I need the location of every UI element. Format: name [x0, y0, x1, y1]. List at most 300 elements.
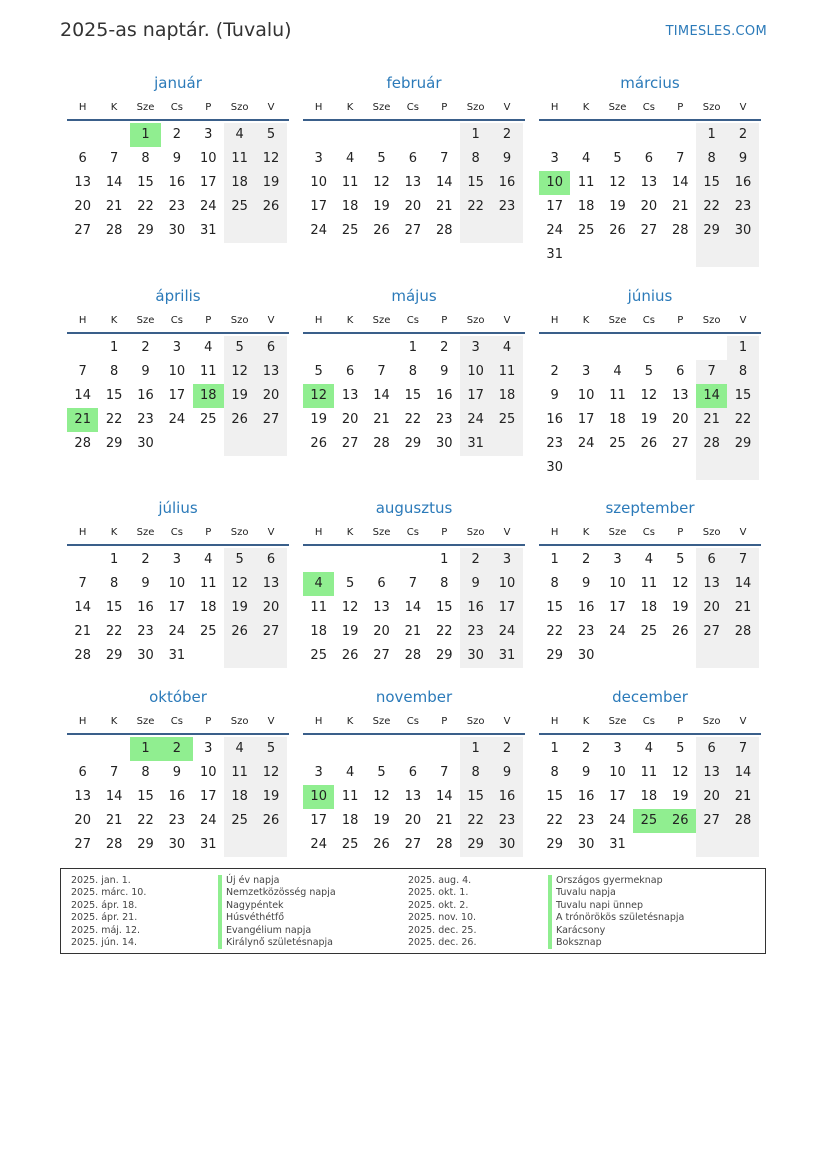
day-cell: 6	[696, 548, 727, 572]
day-cell: 25	[609, 436, 626, 451]
day-cell: 11	[341, 175, 359, 190]
day-cell: 21	[404, 624, 422, 639]
day-cell: 14	[696, 384, 727, 408]
month-title: október	[149, 688, 207, 706]
day-cell: 9	[172, 151, 181, 166]
day-cell: 7	[78, 576, 87, 591]
day-cell: 23	[435, 412, 453, 427]
weekday-label: Sze	[372, 716, 391, 727]
day-cell: 17	[168, 600, 186, 615]
day-cell: 3	[314, 151, 323, 166]
day-cell: 14	[435, 175, 453, 190]
day-cell: 25	[224, 195, 255, 219]
day-cell: 30	[435, 436, 453, 451]
legend-date: 2025. márc. 10.	[71, 887, 147, 899]
day-cell: 2	[440, 340, 449, 355]
empty-cell	[67, 548, 98, 572]
day-cell: 3	[613, 552, 622, 567]
empty-cell	[633, 456, 664, 480]
day-cell: 10	[168, 576, 186, 591]
month-title: március	[620, 74, 680, 92]
month-title: november	[375, 688, 453, 706]
days-grid	[539, 548, 761, 668]
day-cell: 29	[137, 223, 154, 238]
day-cell: 15	[546, 789, 563, 804]
day-cell: 2	[460, 548, 491, 572]
day-cell: 2	[581, 552, 591, 567]
day-cell: 1	[550, 552, 559, 567]
day-cell: 8	[408, 364, 417, 379]
day-cell: 14	[404, 600, 422, 615]
empty-cell	[696, 456, 727, 480]
day-cell: 7	[408, 576, 417, 591]
weekday-label: H	[550, 716, 559, 727]
empty-cell	[696, 644, 727, 668]
weekday-label: Cs	[170, 527, 183, 538]
empty-cell	[224, 219, 255, 243]
empty-cell	[665, 336, 696, 360]
day-cell: 14	[727, 572, 758, 596]
day-cell: 26	[373, 223, 390, 238]
empty-cell	[665, 243, 696, 267]
day-cell: 26	[310, 436, 327, 451]
weekday-label: P	[677, 315, 684, 326]
legend-date: 2025. nov. 10.	[408, 912, 477, 924]
day-cell: 31	[546, 247, 563, 262]
day-cell: 30	[168, 837, 186, 852]
weekday-label: Sze	[136, 315, 155, 326]
days-grid	[539, 737, 761, 857]
day-cell: 22	[435, 624, 453, 639]
empty-cell	[303, 336, 334, 360]
day-cell: 9	[491, 147, 522, 171]
day-cell: 12	[255, 147, 286, 171]
empty-cell	[633, 123, 664, 147]
day-cell: 22	[546, 624, 563, 639]
day-cell: 28	[696, 432, 727, 456]
day-cell: 24	[199, 813, 217, 828]
day-cell: 13	[404, 789, 422, 804]
day-cell: 14	[727, 761, 758, 785]
day-cell: 5	[224, 336, 255, 360]
day-cell: 5	[644, 364, 653, 379]
day-cell: 22	[727, 408, 758, 432]
day-cell: 27	[255, 408, 286, 432]
day-cell: 5	[377, 765, 386, 780]
month-9	[539, 498, 761, 668]
day-cell: 25	[341, 837, 359, 852]
day-cell: 8	[727, 360, 758, 384]
day-cell: 6	[78, 765, 87, 780]
empty-cell	[255, 432, 286, 456]
day-cell: 23	[460, 620, 491, 644]
weekday-label: V	[267, 102, 275, 113]
weekday-label: Sze	[136, 527, 155, 538]
day-cell: 11	[640, 576, 658, 591]
day-cell: 19	[373, 813, 390, 828]
day-cell: 4	[204, 552, 213, 567]
day-cell: 7	[109, 765, 119, 780]
days-grid	[303, 737, 525, 857]
empty-cell	[727, 833, 758, 857]
day-cell: 20	[404, 813, 422, 828]
day-cell: 7	[440, 151, 449, 166]
weekday-label: Sze	[608, 102, 627, 113]
day-cell: 19	[609, 199, 626, 214]
day-cell: 19	[224, 384, 255, 408]
day-cell: 14	[671, 175, 689, 190]
day-cell: 18	[640, 600, 658, 615]
day-cell: 13	[696, 572, 727, 596]
day-cell: 16	[168, 789, 186, 804]
day-cell: 16	[577, 600, 595, 615]
day-cell: 29	[105, 648, 123, 663]
day-cell: 12	[224, 572, 255, 596]
day-cell: 24	[491, 620, 522, 644]
day-cell: 28	[727, 809, 758, 833]
empty-cell	[665, 123, 696, 147]
empty-cell	[633, 243, 664, 267]
day-cell: 27	[255, 620, 286, 644]
weekday-label: Szo	[466, 527, 485, 538]
day-cell: 17	[491, 596, 522, 620]
empty-cell	[602, 123, 633, 147]
day-cell: 13	[696, 761, 727, 785]
days-grid	[303, 336, 525, 456]
day-cell: 7	[727, 548, 758, 572]
day-cell: 28	[727, 620, 758, 644]
weekday-label: H	[314, 315, 323, 326]
day-cell: 2	[550, 364, 559, 379]
weekday-label: Sze	[372, 102, 391, 113]
day-cell: 23	[137, 624, 154, 639]
day-cell: 12	[609, 175, 626, 190]
day-cell: 18	[224, 171, 255, 195]
day-cell: 21	[727, 785, 758, 809]
empty-cell	[397, 737, 428, 761]
day-cell: 20	[404, 199, 422, 214]
weekday-header	[67, 97, 289, 121]
day-cell: 10	[609, 765, 626, 780]
day-cell: 1	[109, 340, 119, 355]
day-cell: 29	[460, 833, 491, 857]
empty-cell	[570, 123, 601, 147]
weekday-label: Cs	[406, 102, 419, 113]
day-cell: 3	[613, 741, 622, 756]
legend-holiday-name: Karácsony	[548, 925, 684, 937]
day-cell: 2	[727, 123, 758, 147]
day-cell: 28	[105, 223, 123, 238]
weekday-header	[303, 522, 525, 546]
empty-cell	[303, 548, 334, 572]
day-cell: 25	[577, 223, 595, 238]
day-cell: 7	[440, 765, 449, 780]
day-cell: 1	[550, 741, 559, 756]
day-cell: 17	[546, 199, 563, 214]
day-cell: 10	[491, 572, 522, 596]
day-cell: 2	[141, 552, 150, 567]
day-cell: 29	[696, 219, 727, 243]
weekday-label: V	[739, 102, 747, 113]
month-title: április	[155, 287, 201, 305]
day-cell: 11	[224, 147, 255, 171]
day-cell: 25	[224, 809, 255, 833]
empty-cell	[366, 336, 397, 360]
weekday-label: Cs	[170, 315, 183, 326]
day-cell: 28	[435, 837, 453, 852]
days-grid	[303, 123, 525, 243]
weekday-label: Sze	[372, 315, 391, 326]
weekday-label: P	[441, 527, 448, 538]
day-cell: 16	[491, 171, 522, 195]
day-cell: 26	[665, 809, 696, 833]
day-cell: 26	[224, 620, 255, 644]
empty-cell	[665, 644, 696, 668]
weekday-label: K	[110, 716, 118, 727]
day-cell: 19	[224, 596, 255, 620]
weekday-label: K	[110, 315, 118, 326]
weekday-label: V	[267, 716, 275, 727]
day-cell: 29	[546, 837, 563, 852]
weekday-label: K	[346, 527, 354, 538]
month-5	[303, 286, 525, 456]
day-cell: 12	[224, 360, 255, 384]
day-cell: 21	[373, 412, 390, 427]
day-cell: 11	[341, 789, 359, 804]
legend-date: 2025. máj. 12.	[71, 924, 141, 936]
month-title: szeptember	[605, 499, 695, 517]
day-cell: 29	[727, 432, 758, 456]
weekday-label: Szo	[702, 527, 721, 538]
legend-date: 2025. dec. 25.	[408, 924, 477, 936]
empty-cell	[98, 123, 129, 147]
day-cell: 25	[633, 809, 664, 833]
day-cell: 17	[168, 388, 186, 403]
legend-date: 2025. ápr. 21.	[71, 912, 138, 924]
day-cell: 10	[460, 360, 491, 384]
weekday-label: Szo	[466, 102, 485, 113]
day-cell: 10	[199, 151, 217, 166]
day-cell: 19	[255, 171, 286, 195]
weekday-label: V	[267, 315, 275, 326]
day-cell: 23	[168, 813, 186, 828]
day-cell: 16	[137, 388, 154, 403]
day-cell: 20	[671, 412, 689, 427]
day-cell: 10	[199, 765, 217, 780]
day-cell: 29	[435, 648, 453, 663]
empty-cell	[696, 336, 727, 360]
day-cell: 5	[255, 123, 286, 147]
day-cell: 3	[172, 552, 181, 567]
weekday-label: Cs	[642, 315, 655, 326]
empty-cell	[224, 432, 255, 456]
day-cell: 31	[491, 644, 522, 668]
day-cell: 16	[546, 412, 563, 427]
day-cell: 11	[310, 600, 327, 615]
day-cell: 15	[137, 175, 154, 190]
day-cell: 12	[341, 600, 359, 615]
weekday-label: Sze	[608, 315, 627, 326]
day-cell: 15	[105, 600, 123, 615]
empty-cell	[696, 833, 727, 857]
day-cell: 18	[640, 789, 658, 804]
day-cell: 3	[204, 127, 213, 142]
day-cell: 15	[460, 785, 491, 809]
empty-cell	[570, 336, 601, 360]
day-cell: 18	[193, 384, 224, 408]
weekday-label: P	[441, 716, 448, 727]
day-cell: 2	[581, 741, 591, 756]
day-cell: 21	[671, 199, 689, 214]
weekday-label: V	[739, 716, 747, 727]
empty-cell	[570, 243, 601, 267]
day-cell: 9	[141, 576, 150, 591]
brand-link[interactable]: TIMESLES.COM	[665, 24, 767, 39]
weekday-label: Szo	[230, 102, 249, 113]
empty-cell	[397, 548, 428, 572]
day-cell: 22	[137, 199, 154, 214]
weekday-label: Cs	[642, 527, 655, 538]
day-cell: 24	[199, 199, 217, 214]
day-cell: 8	[460, 761, 491, 785]
month-8	[303, 498, 525, 668]
month-10	[67, 687, 289, 857]
weekday-label: Sze	[136, 716, 155, 727]
day-cell: 18	[577, 199, 595, 214]
day-cell: 2	[491, 123, 522, 147]
day-cell: 9	[141, 364, 150, 379]
day-cell: 5	[676, 741, 685, 756]
day-cell: 5	[314, 364, 323, 379]
day-cell: 22	[546, 813, 563, 828]
day-cell: 8	[141, 765, 150, 780]
weekday-label: K	[582, 527, 590, 538]
legend-date: 2025. jún. 14.	[71, 936, 138, 948]
day-cell: 12	[255, 761, 286, 785]
month-11	[303, 687, 525, 857]
empty-cell	[334, 336, 365, 360]
day-cell: 22	[460, 809, 491, 833]
day-cell: 21	[727, 596, 758, 620]
day-cell: 22	[105, 624, 123, 639]
days-grid	[67, 336, 289, 456]
day-cell: 11	[577, 175, 595, 190]
day-cell: 5	[224, 548, 255, 572]
day-cell: 12	[373, 175, 390, 190]
legend-date: 2025. ápr. 18.	[71, 899, 138, 911]
empty-cell	[633, 644, 664, 668]
day-cell: 15	[460, 171, 491, 195]
day-cell: 20	[696, 785, 727, 809]
day-cell: 17	[577, 412, 595, 427]
day-cell: 9	[460, 572, 491, 596]
day-cell: 9	[581, 765, 591, 780]
holiday-legend	[60, 868, 766, 954]
day-cell: 11	[640, 765, 658, 780]
legend-holiday-name: Húsvéthétfő	[218, 912, 336, 924]
day-cell: 28	[74, 436, 91, 451]
day-cell: 27	[74, 837, 91, 852]
days-grid	[303, 548, 525, 668]
day-cell: 26	[671, 624, 689, 639]
day-cell: 22	[404, 412, 422, 427]
day-cell: 16	[727, 171, 758, 195]
day-cell: 17	[609, 600, 626, 615]
day-cell: 23	[491, 809, 522, 833]
day-cell: 31	[609, 837, 626, 852]
day-cell: 30	[546, 460, 563, 475]
day-cell: 19	[341, 624, 359, 639]
weekday-label: K	[582, 102, 590, 113]
day-cell: 20	[696, 596, 727, 620]
day-cell: 10	[539, 171, 570, 195]
day-cell: 4	[644, 552, 653, 567]
days-grid	[539, 336, 761, 480]
day-cell: 15	[137, 789, 154, 804]
weekday-label: H	[550, 102, 559, 113]
weekday-label: K	[346, 315, 354, 326]
day-cell: 6	[255, 336, 286, 360]
weekday-header	[67, 711, 289, 735]
day-cell: 29	[404, 436, 422, 451]
weekday-label: K	[346, 716, 354, 727]
day-cell: 1	[130, 737, 161, 761]
month-12	[539, 687, 761, 857]
day-cell: 9	[727, 147, 758, 171]
day-cell: 7	[696, 360, 727, 384]
legend-holiday-name: Új év napja	[218, 875, 336, 887]
day-cell: 22	[137, 813, 154, 828]
weekday-label: P	[205, 716, 212, 727]
month-title: augusztus	[375, 499, 453, 517]
day-cell: 27	[404, 837, 422, 852]
day-cell: 12	[640, 388, 658, 403]
day-cell: 17	[199, 175, 217, 190]
weekday-header	[303, 310, 525, 334]
weekday-label: H	[78, 716, 87, 727]
page-title: 2025-as naptár. (Tuvalu)	[60, 19, 292, 41]
empty-cell	[67, 336, 98, 360]
day-cell: 4	[581, 151, 591, 166]
empty-cell	[602, 456, 633, 480]
day-cell: 6	[345, 364, 355, 379]
weekday-label: Sze	[608, 527, 627, 538]
day-cell: 20	[640, 199, 658, 214]
day-cell: 17	[199, 789, 217, 804]
day-cell: 30	[727, 219, 758, 243]
day-cell: 17	[310, 813, 327, 828]
day-cell: 9	[440, 364, 449, 379]
day-cell: 4	[204, 340, 213, 355]
day-cell: 13	[640, 175, 658, 190]
day-cell: 3	[581, 364, 591, 379]
empty-cell	[334, 548, 365, 572]
day-cell: 10	[609, 576, 626, 591]
day-cell: 25	[310, 648, 327, 663]
day-cell: 5	[676, 552, 685, 567]
empty-cell	[633, 833, 664, 857]
legend-date: 2025. jan. 1.	[71, 875, 131, 886]
day-cell: 1	[460, 123, 491, 147]
empty-cell	[255, 833, 286, 857]
empty-cell	[224, 644, 255, 668]
day-cell: 24	[460, 408, 491, 432]
day-cell: 23	[727, 195, 758, 219]
weekday-label: Szo	[230, 716, 249, 727]
day-cell: 6	[377, 576, 386, 591]
weekday-label: H	[314, 527, 323, 538]
legend-date: 2025. aug. 4.	[408, 875, 472, 886]
